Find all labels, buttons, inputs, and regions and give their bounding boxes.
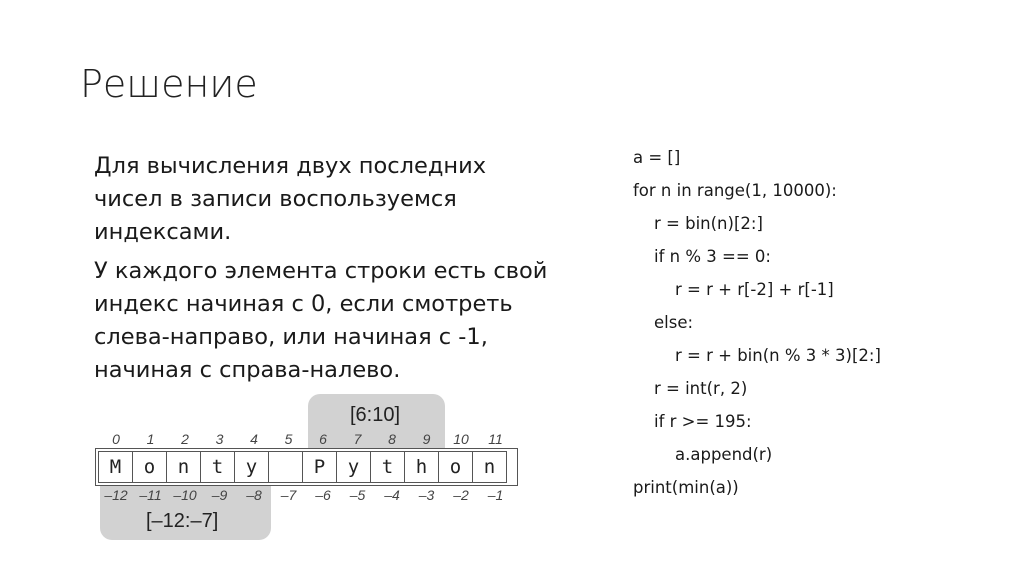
code-line: r = int(r, 2) <box>654 379 748 398</box>
char-cell <box>268 451 303 483</box>
negative-index-label: –10 <box>173 487 197 503</box>
positive-index-label: 2 <box>181 431 189 447</box>
negative-index-label: –3 <box>418 487 435 503</box>
positive-index-label: 6 <box>319 431 327 447</box>
negative-index-label: –6 <box>315 487 331 503</box>
positive-index-label: 3 <box>215 431 224 447</box>
paragraph-2-line: слева-направо, или начиная с -1, <box>94 324 488 350</box>
char-cell: y <box>336 451 371 483</box>
paragraph-1-line: чисел в записи воспользуемся <box>94 186 457 212</box>
code-line: else: <box>654 313 694 332</box>
code-line: a = [] <box>633 148 681 167</box>
char-cell: P <box>302 451 337 483</box>
char-cell: n <box>166 451 201 483</box>
positive-index-label: 7 <box>353 431 362 447</box>
slide-title: Решение <box>80 62 258 106</box>
positive-index-label: 10 <box>453 431 469 447</box>
code-line: if r >= 195: <box>654 412 752 431</box>
code-line: if n % 3 == 0: <box>654 247 771 266</box>
slice-label-positive: [6:10] <box>350 404 401 426</box>
code-line: r = r + bin(n % 3 * 3)[2:] <box>675 346 881 365</box>
char-cell: n <box>472 451 507 483</box>
code-line: a.append(r) <box>675 445 773 464</box>
paragraph-2-line: У каждого элемента строки есть свой <box>94 258 548 284</box>
positive-index-label: 1 <box>146 431 155 447</box>
negative-index-label: –11 <box>139 487 162 503</box>
positive-index-label: 5 <box>284 431 293 447</box>
positive-index-label: 11 <box>488 431 503 447</box>
string-cells <box>98 451 506 483</box>
char-cell: o <box>438 451 473 483</box>
char-cell: o <box>132 451 167 483</box>
negative-index-label: –5 <box>349 487 366 503</box>
positive-index-label: 8 <box>388 431 396 447</box>
negative-index-label: –9 <box>211 487 228 503</box>
negative-index-label: –4 <box>384 487 400 503</box>
code-line: r = bin(n)[2:] <box>654 214 763 233</box>
char-cell: y <box>234 451 269 483</box>
paragraph-1-line: Для вычисления двух последних <box>94 153 487 179</box>
slice-label-negative: [–12:–7] <box>146 510 219 532</box>
code-line: print(min(a)) <box>633 478 739 497</box>
char-cell: t <box>370 451 405 483</box>
char-cell: t <box>200 451 235 483</box>
paragraph-1-line: индексами. <box>94 219 232 245</box>
paragraph-2-line: индекс начиная с 0, если смотреть <box>94 291 513 317</box>
negative-index-label: –7 <box>280 487 297 503</box>
code-line: r = r + r[-2] + r[-1] <box>675 280 834 299</box>
negative-index-label: –8 <box>246 487 262 503</box>
positive-index-label: 9 <box>422 431 431 447</box>
negative-index-label: –12 <box>104 487 128 503</box>
char-cell: h <box>404 451 439 483</box>
paragraph-1 <box>94 150 584 249</box>
char-cell: M <box>98 451 133 483</box>
positive-index-label: 0 <box>112 431 120 447</box>
paragraph-2 <box>94 255 584 387</box>
negative-index-label: –1 <box>487 487 504 503</box>
paragraph-2-line: начиная с справа-налево. <box>94 357 401 383</box>
code-line: for n in range(1, 10000): <box>633 181 837 200</box>
positive-index-label: 4 <box>250 431 258 447</box>
negative-index-label: –2 <box>453 487 469 503</box>
